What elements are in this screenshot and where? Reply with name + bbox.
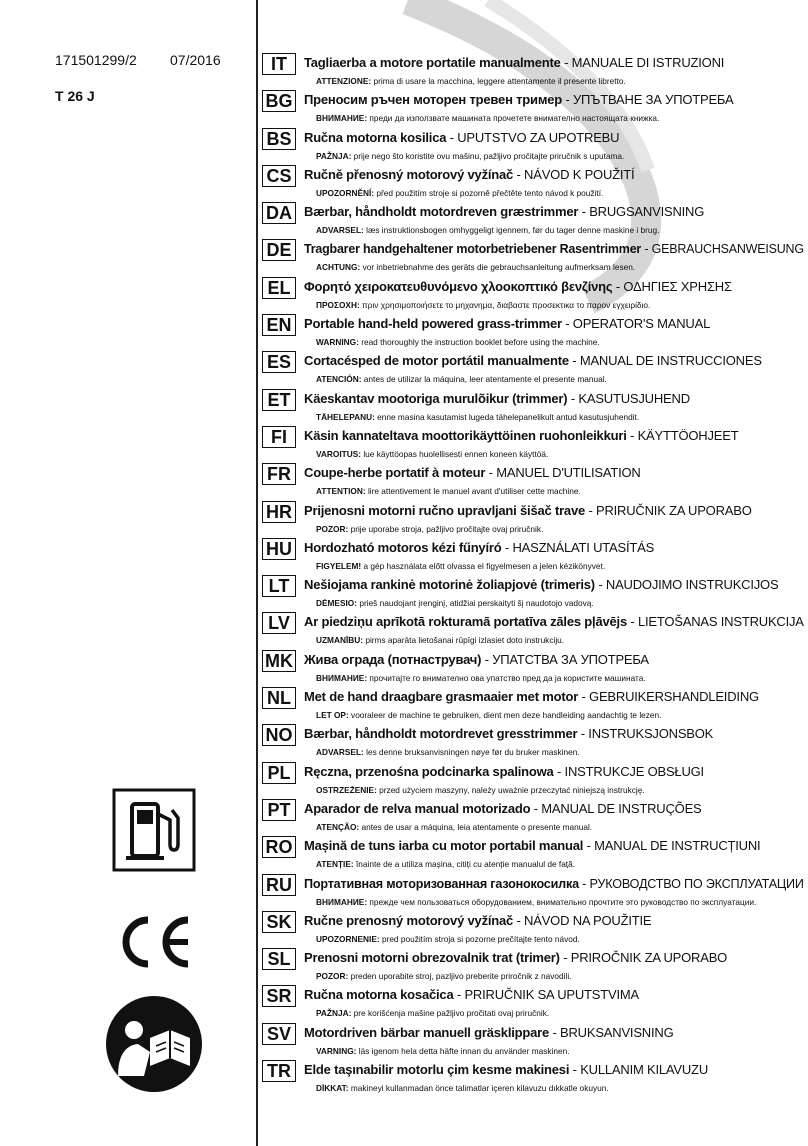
language-title bbox=[304, 204, 704, 219]
warning-text: läs igenom hela detta häfte innan du använder maskinen. bbox=[358, 1045, 570, 1056]
language-warning bbox=[316, 971, 571, 981]
warning-label: ВНИМАНИЕ: bbox=[316, 113, 368, 124]
manual-name: PRIROČNIK ZA UPORABO bbox=[570, 950, 728, 966]
language-title bbox=[304, 1025, 674, 1040]
language-warning bbox=[316, 262, 635, 272]
title-separator: - bbox=[568, 353, 580, 369]
warning-label: POZOR: bbox=[316, 523, 349, 534]
language-title bbox=[304, 92, 733, 107]
language-entry bbox=[262, 910, 802, 947]
manual-name: UPUTSTVO ZA UPOTREBU bbox=[457, 129, 620, 145]
product-name: Aparador de relva manual motorizado bbox=[304, 800, 531, 816]
language-code: ET bbox=[262, 389, 296, 411]
manual-name: PRIRUČNIK ZA UPORABO bbox=[595, 502, 752, 518]
language-entry bbox=[262, 127, 802, 164]
warning-label: UZMANĪBU: bbox=[316, 635, 364, 646]
warning-text: înainte de a utiliza mașina, citiți cu atenție manualul de față. bbox=[355, 859, 576, 870]
manual-name: NAUDOJIMO INSTRUKCIJOS bbox=[605, 577, 779, 593]
warning-label: OSTRZEŻENIE: bbox=[316, 784, 377, 795]
product-name: Ar piedziņu aprīkotā rokturamā portatīva zāles pļāvējs bbox=[304, 614, 627, 630]
language-code: RO bbox=[262, 836, 296, 858]
language-warning bbox=[316, 524, 543, 534]
language-list bbox=[262, 52, 802, 1096]
manual-name: INSTRUKCJE OBSŁUGI bbox=[564, 763, 704, 779]
product-name: Ręczna, przenośna podcinarka spalinowa bbox=[304, 763, 554, 779]
language-code: SV bbox=[262, 1023, 296, 1045]
language-title bbox=[304, 764, 704, 779]
language-title bbox=[304, 987, 639, 1002]
title-separator: - bbox=[594, 577, 606, 593]
title-separator: - bbox=[513, 912, 525, 928]
language-entry bbox=[262, 201, 802, 238]
title-separator: - bbox=[567, 390, 579, 406]
warning-text: lue käyttöopas huolellisesti ennen koneen käyttöä. bbox=[363, 448, 549, 459]
warning-label: ATTENTION: bbox=[316, 486, 366, 497]
product-name: Mașină de tuns iarba cu motor portabil manual bbox=[304, 838, 584, 854]
language-entry bbox=[262, 164, 802, 201]
title-separator: - bbox=[501, 539, 513, 555]
language-title bbox=[304, 241, 804, 256]
language-title bbox=[304, 838, 760, 853]
language-title bbox=[304, 353, 762, 368]
warning-text: enne masina kasutamist lugeda tähelepanelikult antud kasutusjuhendit. bbox=[377, 411, 640, 422]
language-code: FI bbox=[262, 426, 296, 448]
product-name: Coupe-herbe portatif à moteur bbox=[304, 465, 486, 481]
language-entry bbox=[262, 723, 802, 760]
language-entry bbox=[262, 649, 802, 686]
warning-label: TÄHELEPANU: bbox=[316, 411, 375, 422]
language-title bbox=[304, 391, 690, 406]
language-title bbox=[304, 503, 752, 518]
product-name: Portable hand-held powered grass-trimmer bbox=[304, 316, 562, 332]
title-separator: - bbox=[530, 800, 542, 816]
language-warning bbox=[316, 412, 639, 422]
warning-text: antes de utilizar la máquina, leer atentamente el presente manual. bbox=[363, 374, 607, 385]
title-separator: - bbox=[578, 204, 590, 220]
manual-name: MANUAL DE INSTRUCCIONES bbox=[579, 353, 762, 369]
language-title bbox=[304, 614, 804, 629]
warning-text: prima di usare la macchina, leggere attentamente il presente libretto. bbox=[373, 76, 626, 86]
warning-label: PAŽNJA: bbox=[316, 150, 352, 161]
language-code: HU bbox=[262, 538, 296, 560]
warning-label: ВНИМАНИЕ: bbox=[316, 896, 368, 907]
warning-text: read thoroughly the instruction booklet before using the machine. bbox=[361, 337, 600, 348]
title-separator: - bbox=[562, 92, 573, 108]
warning-label: ADVARSEL: bbox=[316, 225, 364, 236]
title-separator: - bbox=[578, 689, 590, 705]
language-warning bbox=[316, 76, 626, 86]
product-name: Tagliaerba a motore portatile manualmente bbox=[304, 55, 561, 70]
manual-name: MANUAL DE INSTRUÇÕES bbox=[541, 800, 702, 816]
title-separator: - bbox=[569, 1062, 581, 1078]
language-entry bbox=[262, 1022, 802, 1059]
warning-text: pre korišćenja mašine pažljivo pročitati ovaj priručnik. bbox=[353, 1008, 550, 1019]
language-warning bbox=[316, 374, 607, 384]
title-separator: - bbox=[481, 651, 493, 667]
ce-mark-icon bbox=[112, 912, 196, 972]
manual-name: OPERATOR'S MANUAL bbox=[572, 316, 711, 332]
language-title bbox=[304, 1062, 708, 1077]
language-entry bbox=[262, 537, 802, 574]
title-separator: - bbox=[641, 241, 652, 257]
product-name: Φορητό χειροκατευθυνόμενο χλοοκοπτικό βενζίνης bbox=[304, 278, 613, 294]
title-separator: - bbox=[578, 875, 590, 891]
manual-name: BRUGSANVISNING bbox=[589, 204, 705, 220]
language-entry bbox=[262, 500, 802, 537]
language-entry bbox=[262, 276, 802, 313]
product-name: Motordriven bärbar manuell gräsklippare bbox=[304, 1024, 550, 1040]
warning-text: прочитајте го внимателно ова упатство пред да ја користите машината. bbox=[369, 672, 646, 683]
language-entry bbox=[262, 798, 802, 835]
language-entry bbox=[262, 686, 802, 723]
language-warning bbox=[316, 598, 594, 608]
warning-label: ΠΡΟΣΟΧΗ: bbox=[316, 299, 360, 310]
manual-name: NÁVOD NA POUŽITIE bbox=[524, 912, 652, 928]
language-warning bbox=[316, 934, 580, 944]
language-warning bbox=[316, 747, 580, 757]
language-title bbox=[304, 279, 732, 294]
language-code: TR bbox=[262, 1060, 296, 1082]
product-name: Ručně přenosný motorový vyžínač bbox=[304, 166, 514, 182]
warning-text: прежде чем пользоваться оборудованием, внимательно прочтите это руководство по эксплуатации. bbox=[369, 896, 757, 907]
language-entry bbox=[262, 835, 802, 872]
product-name: Bærbar, håndholdt motordrevet gresstrimmer bbox=[304, 726, 578, 742]
language-code: EN bbox=[262, 314, 296, 336]
language-warning bbox=[316, 449, 548, 459]
language-entry bbox=[262, 388, 802, 425]
language-warning bbox=[316, 1046, 570, 1056]
language-title bbox=[304, 689, 759, 704]
language-warning bbox=[316, 486, 581, 496]
language-warning bbox=[316, 1083, 609, 1093]
language-entry bbox=[262, 611, 802, 648]
product-name: Преносим ръчен моторен тревен тример bbox=[304, 92, 563, 108]
left-column bbox=[0, 0, 256, 1146]
language-code: PL bbox=[262, 762, 296, 784]
language-code: DA bbox=[262, 202, 296, 224]
product-name: Prijenosni motorni ručno upravljani šišač trave bbox=[304, 502, 586, 518]
warning-text: před použitím stroje si pozorně přečtěte tento návod k použití. bbox=[376, 187, 604, 198]
language-code: LV bbox=[262, 612, 296, 634]
warning-text: przed użyciem maszyny, należy uważnie przeczytać niniejszą instrukcję. bbox=[379, 784, 645, 795]
product-name: Bærbar, håndholdt motordreven græstrimmer bbox=[304, 204, 579, 220]
warning-text: lire attentivement le manuel avant d'utiliser cette machine. bbox=[367, 486, 581, 497]
warning-label: ATTENZIONE: bbox=[316, 76, 372, 86]
warning-text: antes de usar a máquina, leia atentamente o presente manual. bbox=[361, 821, 593, 832]
language-code: HR bbox=[262, 501, 296, 523]
language-warning bbox=[316, 337, 600, 347]
product-name: Elde taşınabilir motorlu çim kesme makinesi bbox=[304, 1062, 570, 1078]
title-separator: - bbox=[485, 465, 497, 481]
manual-name: ΟΔΗΓΙΕΣ ΧΡΗΣΗΣ bbox=[623, 278, 732, 294]
title-separator: - bbox=[453, 987, 465, 1003]
manual-name: MANUAL DE INSTRUCȚIUNI bbox=[594, 838, 761, 854]
warning-label: FIGYELEM! bbox=[316, 560, 362, 571]
title-separator: - bbox=[626, 614, 638, 630]
language-title bbox=[304, 55, 724, 70]
document-date: 07/2016 bbox=[170, 52, 221, 68]
language-title bbox=[304, 167, 634, 182]
title-separator: - bbox=[612, 278, 624, 294]
warning-label: ATENȚIE: bbox=[316, 859, 354, 870]
title-separator: - bbox=[513, 166, 525, 182]
language-warning bbox=[316, 300, 650, 310]
warning-label: ADVARSEL: bbox=[316, 747, 364, 758]
language-code: DE bbox=[262, 239, 296, 261]
title-separator: - bbox=[446, 129, 458, 145]
language-title bbox=[304, 465, 641, 480]
product-name: Ručna motorna kosačica bbox=[304, 987, 454, 1003]
title-separator: - bbox=[585, 502, 596, 518]
warning-text: prije nego što koristite ovu mašinu, pažljivo pročitajte priručnik s uputama. bbox=[353, 150, 625, 161]
language-warning bbox=[316, 151, 624, 161]
fuel-pump-icon bbox=[112, 788, 196, 872]
language-title bbox=[304, 876, 804, 891]
warning-label: ATENÇÃO: bbox=[316, 821, 360, 832]
language-code: CS bbox=[262, 165, 296, 187]
title-separator: - bbox=[583, 838, 595, 854]
warning-label: DĖMESIO: bbox=[316, 598, 358, 609]
product-name: Hordozható motoros kézi fűnyíró bbox=[304, 539, 502, 555]
warning-text: preden uporabite stroj, pazljivo preberite priročnik z navodili. bbox=[350, 971, 572, 982]
warning-text: prije uporabe stroja, pažljivo pročitajte ovaj priručnik. bbox=[350, 523, 544, 534]
warning-text: pirms aparāta lietošanai rūpīgi izlasiet doto instrukciju. bbox=[365, 635, 565, 646]
language-title bbox=[304, 540, 654, 555]
language-entry bbox=[262, 947, 802, 984]
language-title bbox=[304, 652, 649, 667]
manual-name: GEBRUIKERSHANDLEIDING bbox=[589, 689, 759, 705]
language-entry bbox=[262, 52, 802, 89]
manual-name: MANUALE DI ISTRUZIONI bbox=[571, 55, 725, 70]
warning-text: læs instruktionsbogen omhyggeligt igennem, før du tager denne maskine i brug. bbox=[366, 225, 660, 236]
language-title bbox=[304, 913, 651, 928]
language-warning bbox=[316, 561, 605, 571]
language-warning bbox=[316, 897, 756, 907]
manual-name: MANUEL D'UTILISATION bbox=[496, 465, 641, 481]
warning-label: DİKKAT: bbox=[316, 1083, 349, 1094]
language-title bbox=[304, 428, 738, 443]
warning-label: ACHTUNG: bbox=[316, 262, 361, 273]
manual-name: KULLANIM KILAVUZU bbox=[580, 1062, 709, 1078]
warning-label: VAROITUS: bbox=[316, 448, 362, 459]
product-name: Cortacésped de motor portátil manualmente bbox=[304, 353, 569, 369]
title-separator: - bbox=[553, 763, 565, 779]
language-warning bbox=[316, 710, 661, 720]
language-entry bbox=[262, 238, 802, 275]
product-name: Prenosni motorni obrezovalnik trat (trimer) bbox=[304, 950, 560, 966]
product-name: Met de hand draagbare grasmaaier met motor bbox=[304, 689, 579, 705]
read-manual-icon bbox=[104, 994, 204, 1094]
manual-name: LIETOŠANAS INSTRUKCIJA bbox=[637, 614, 804, 630]
title-separator: - bbox=[559, 950, 571, 966]
warning-text: πριν χρησιμοποιήσετε το μηχανημα, διαβαστε προσεκτικα το παρον εγχειρίδιο. bbox=[362, 299, 651, 310]
warning-label: ATENCIÓN: bbox=[316, 374, 362, 385]
language-entry bbox=[262, 350, 802, 387]
manual-name: УПАТСТВА ЗА УПОТРЕБА bbox=[492, 651, 649, 667]
language-entry bbox=[262, 873, 802, 910]
product-name: Tragbarer handgehaltener motorbetriebener Rasentrimmer bbox=[304, 241, 642, 257]
manual-name: KÄYTTÖOHJEET bbox=[637, 427, 739, 443]
warning-text: les denne bruksanvisningen nøye før du bruker maskinen. bbox=[366, 747, 580, 758]
product-name: Ručne prenosný motorový vyžínač bbox=[304, 912, 514, 928]
product-name: Käsin kannateltava moottorikäyttöinen ruohonleikkuri bbox=[304, 427, 627, 443]
warning-label: LET OP: bbox=[316, 710, 349, 721]
language-code: IT bbox=[262, 53, 296, 75]
language-title bbox=[304, 950, 727, 965]
language-entry bbox=[262, 313, 802, 350]
language-code: MK bbox=[262, 650, 296, 672]
title-separator: - bbox=[577, 726, 589, 742]
manual-name: HASZNÁLATI UTASÍTÁS bbox=[512, 539, 655, 555]
warning-text: a gép használata előtt olvassa el figyelmesen a jelen kézikönyvet. bbox=[363, 560, 606, 571]
language-warning bbox=[316, 673, 646, 683]
language-code: SK bbox=[262, 911, 296, 933]
language-code: NO bbox=[262, 724, 296, 746]
manual-name: РУКОВОДСТВО ПО ЭКСПЛУАТАЦИИ bbox=[589, 875, 804, 891]
warning-label: WARNING: bbox=[316, 337, 359, 348]
language-entry bbox=[262, 574, 802, 611]
language-code: SR bbox=[262, 985, 296, 1007]
manual-name: INSTRUKSJONSBOK bbox=[588, 726, 714, 742]
warning-text: pred použitím stroja si pozorne prečítajte tento návod. bbox=[381, 933, 580, 944]
language-warning bbox=[316, 822, 592, 832]
model-name: T 26 J bbox=[55, 88, 95, 104]
product-name: Nešiojama rankinė motorinė žoliapjovė (trimeris) bbox=[304, 577, 595, 593]
warning-text: vor inbetriebnahme des geräts die gebrauchsanleitung aufmerksam lesen. bbox=[362, 262, 636, 273]
language-entry bbox=[262, 425, 802, 462]
language-code: BS bbox=[262, 128, 296, 150]
language-code: SL bbox=[262, 948, 296, 970]
warning-text: преди да използвате машината прочетете внимателно настоящата книжка. bbox=[369, 113, 660, 124]
title-separator: - bbox=[561, 316, 573, 332]
language-warning bbox=[316, 113, 659, 123]
language-warning bbox=[316, 188, 603, 198]
language-code: NL bbox=[262, 687, 296, 709]
document-code: 171501299/2 bbox=[55, 52, 137, 68]
language-code: PT bbox=[262, 799, 296, 821]
language-warning bbox=[316, 859, 575, 869]
title-separator: - bbox=[560, 55, 572, 70]
language-entry bbox=[262, 462, 802, 499]
product-name: Käeskantav mootoriga murulõikur (trimmer) bbox=[304, 390, 568, 406]
language-title bbox=[304, 801, 702, 816]
language-warning bbox=[316, 1008, 549, 1018]
title-separator: - bbox=[626, 427, 638, 443]
language-code: RU bbox=[262, 874, 296, 896]
manual-name: NÁVOD K POUŽITÍ bbox=[524, 166, 635, 182]
manual-name: GEBRAUCHSANWEISUNG bbox=[651, 241, 804, 257]
manual-name: УПЪТВАНЕ ЗА УПОТРЕБА bbox=[572, 92, 734, 108]
warning-label: PAŽNJA: bbox=[316, 1008, 352, 1019]
manual-name: PRIRUČNIK SA UPUTSTVIMA bbox=[464, 987, 639, 1003]
language-title bbox=[304, 316, 710, 331]
warning-label: UPOZORNĚNÍ: bbox=[316, 187, 375, 198]
warning-label: ВНИМАНИЕ: bbox=[316, 672, 368, 683]
warning-label: POZOR: bbox=[316, 971, 349, 982]
title-separator: - bbox=[549, 1024, 560, 1040]
language-code: LT bbox=[262, 575, 296, 597]
language-title bbox=[304, 726, 713, 741]
product-name: Жива ограда (потнаструвач) bbox=[304, 651, 482, 667]
manual-name: KASUTUSJUHEND bbox=[578, 390, 690, 406]
warning-label: VARNING: bbox=[316, 1045, 357, 1056]
warning-text: vooraleer de machine te gebruiken, dient men deze handleiding aandachtig te lezen. bbox=[351, 710, 662, 721]
warning-text: prieš naudojant įrenginį, atidžiai perskaityti šį naudotojo vadovą. bbox=[359, 598, 594, 609]
column-divider bbox=[256, 0, 258, 1146]
language-entry bbox=[262, 89, 802, 126]
warning-label: UPOZORNENIE: bbox=[316, 933, 380, 944]
warning-text: makineyi kullanmadan önce talimatlar içeren kilavuzu dıkkatle okuyun. bbox=[350, 1083, 609, 1094]
product-name: Ručna motorna kosilica bbox=[304, 129, 447, 145]
language-code: FR bbox=[262, 463, 296, 485]
language-title bbox=[304, 130, 619, 145]
language-warning bbox=[316, 785, 645, 795]
manual-name: BRUKSANVISNING bbox=[560, 1024, 674, 1040]
language-entry bbox=[262, 761, 802, 798]
language-code: ES bbox=[262, 351, 296, 373]
language-entry bbox=[262, 1059, 802, 1096]
language-warning bbox=[316, 225, 659, 235]
product-name: Портативная моторизованная газонокосилка bbox=[304, 875, 579, 891]
language-entry bbox=[262, 984, 802, 1021]
language-warning bbox=[316, 635, 564, 645]
language-code: EL bbox=[262, 277, 296, 299]
language-title bbox=[304, 577, 778, 592]
language-code: BG bbox=[262, 90, 296, 112]
